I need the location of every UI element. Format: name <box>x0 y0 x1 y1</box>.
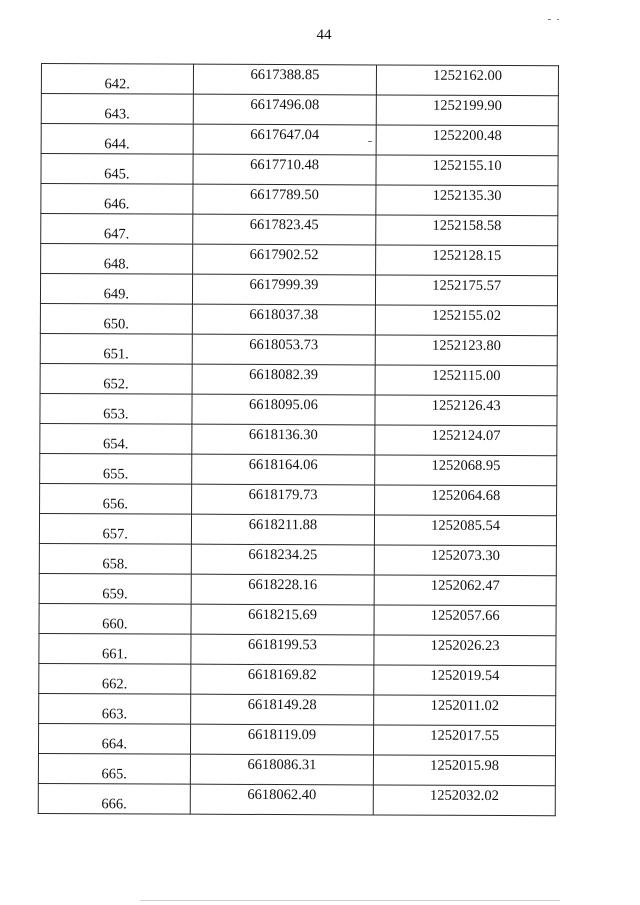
x-coordinate-cell: 6617647.04 <box>193 124 377 155</box>
y-coordinate-cell: 1252158.58 <box>376 215 558 246</box>
x-coordinate-cell: 6618234.25 <box>191 544 375 575</box>
y-coordinate-cell: 1252062.47 <box>374 575 556 606</box>
table-row <box>38 753 555 785</box>
y-coordinate-cell: 1252135.30 <box>376 185 558 216</box>
x-coordinate-cell: 6618095.06 <box>192 394 376 425</box>
table-row <box>40 453 557 485</box>
point-number-cell: 649. <box>40 274 192 305</box>
y-coordinate-cell: 1252015.98 <box>374 755 556 786</box>
table-row <box>40 303 557 335</box>
y-coordinate-cell: 1252123.80 <box>375 335 557 366</box>
table-row <box>38 723 555 755</box>
x-coordinate-cell: 6618228.16 <box>191 574 375 605</box>
x-coordinate-cell: 6618215.69 <box>191 604 375 635</box>
x-coordinate-cell: 6618119.09 <box>190 724 374 755</box>
x-coordinate-cell: 6617496.08 <box>193 94 377 125</box>
y-coordinate-cell: 1252115.00 <box>375 365 557 396</box>
y-coordinate-cell: 1252085.54 <box>375 515 557 546</box>
table-row <box>40 483 557 515</box>
x-coordinate-cell: 6618149.28 <box>190 694 374 725</box>
x-coordinate-cell: 6617902.52 <box>192 244 376 275</box>
point-number-cell: 662. <box>39 663 191 694</box>
table-row <box>40 274 557 306</box>
table-row <box>38 783 555 815</box>
point-number-cell: 643. <box>41 94 193 125</box>
table-row <box>39 603 556 635</box>
scan-speck <box>368 141 372 142</box>
y-coordinate-cell: 1252124.07 <box>375 425 557 456</box>
x-coordinate-cell: 6618164.06 <box>191 454 375 485</box>
point-number-cell: 647. <box>41 214 193 245</box>
y-coordinate-cell: 1252017.55 <box>374 725 556 756</box>
point-number-cell: 645. <box>41 154 193 185</box>
point-number-cell: 656. <box>40 483 192 514</box>
y-coordinate-cell: 1252011.02 <box>374 695 556 726</box>
x-coordinate-cell: 6617823.45 <box>192 214 376 245</box>
point-number-cell: 658. <box>39 543 191 574</box>
y-coordinate-cell: 1252199.90 <box>377 95 559 126</box>
x-coordinate-cell: 6618199.53 <box>191 634 375 665</box>
x-coordinate-cell: 6618082.39 <box>192 364 376 395</box>
table-row <box>40 393 557 425</box>
point-number-cell: 657. <box>39 513 191 544</box>
point-number-cell: 660. <box>39 603 191 634</box>
coordinates-table-body <box>38 64 558 816</box>
point-number-cell: 659. <box>39 573 191 604</box>
y-coordinate-cell: 1252032.02 <box>374 785 556 816</box>
x-coordinate-cell: 6617388.85 <box>193 64 377 95</box>
point-number-cell: 654. <box>40 423 192 454</box>
y-coordinate-cell: 1252064.68 <box>375 485 557 516</box>
x-coordinate-cell: 6618062.40 <box>190 784 374 815</box>
table-row <box>40 423 557 455</box>
table-row <box>41 214 558 246</box>
x-coordinate-cell: 6618211.88 <box>191 514 375 545</box>
y-coordinate-cell: 1252057.66 <box>374 605 556 636</box>
point-number-cell: 650. <box>40 303 192 334</box>
y-coordinate-cell: 1252128.15 <box>376 245 558 276</box>
x-coordinate-cell: 6618037.38 <box>192 304 376 335</box>
y-coordinate-cell: 1252155.02 <box>376 305 558 336</box>
point-number-cell: 663. <box>39 693 191 724</box>
point-number-cell: 651. <box>40 333 192 364</box>
y-coordinate-cell: 1252068.95 <box>375 455 557 486</box>
table-row <box>41 64 558 96</box>
point-number-cell: 653. <box>40 393 192 424</box>
point-number-cell: 652. <box>40 363 192 394</box>
x-coordinate-cell: 6618086.31 <box>190 754 374 785</box>
table-row <box>41 94 558 126</box>
table-row <box>39 663 556 695</box>
coordinates-table <box>38 63 559 816</box>
y-coordinate-cell: 1252126.43 <box>375 395 557 426</box>
y-coordinate-cell: 1252175.57 <box>376 275 558 306</box>
y-coordinate-cell: 1252019.54 <box>374 665 556 696</box>
table-row <box>41 154 558 186</box>
y-coordinate-cell: 1252026.23 <box>374 635 556 666</box>
point-number-cell: 648. <box>41 244 193 275</box>
x-coordinate-cell: 6618053.73 <box>192 334 376 365</box>
point-number-cell: 642. <box>41 64 193 95</box>
table-row <box>39 633 556 665</box>
x-coordinate-cell: 6618136.30 <box>191 424 375 455</box>
y-coordinate-cell: 1252155.10 <box>376 155 558 186</box>
table-row <box>41 184 558 216</box>
x-coordinate-cell: 6617999.39 <box>192 274 376 305</box>
x-coordinate-cell: 6617710.48 <box>193 154 377 185</box>
point-number-cell: 646. <box>41 184 193 215</box>
y-coordinate-cell: 1252073.30 <box>375 545 557 576</box>
page-number: 44 <box>316 27 332 43</box>
table-row <box>40 333 557 365</box>
point-number-cell: 664. <box>38 723 190 754</box>
table-row <box>39 513 556 545</box>
point-number-cell: 644. <box>41 124 193 155</box>
point-number-cell: 661. <box>39 633 191 664</box>
table-row <box>41 244 558 276</box>
scan-edge-line <box>140 900 560 901</box>
x-coordinate-cell: 6618169.82 <box>190 664 374 695</box>
y-coordinate-cell: 1252200.48 <box>376 125 558 156</box>
point-number-cell: 655. <box>40 453 192 484</box>
table-row <box>41 124 558 156</box>
scan-speck <box>557 19 559 20</box>
table-row <box>39 573 556 605</box>
point-number-cell: 666. <box>38 783 190 814</box>
point-number-cell: 665. <box>38 753 190 784</box>
table-row <box>39 543 556 575</box>
x-coordinate-cell: 6618179.73 <box>191 484 375 515</box>
table-row <box>39 693 556 725</box>
y-coordinate-cell: 1252162.00 <box>377 65 559 96</box>
x-coordinate-cell: 6617789.50 <box>192 184 376 215</box>
scan-speck <box>548 19 551 20</box>
table-row <box>40 363 557 395</box>
